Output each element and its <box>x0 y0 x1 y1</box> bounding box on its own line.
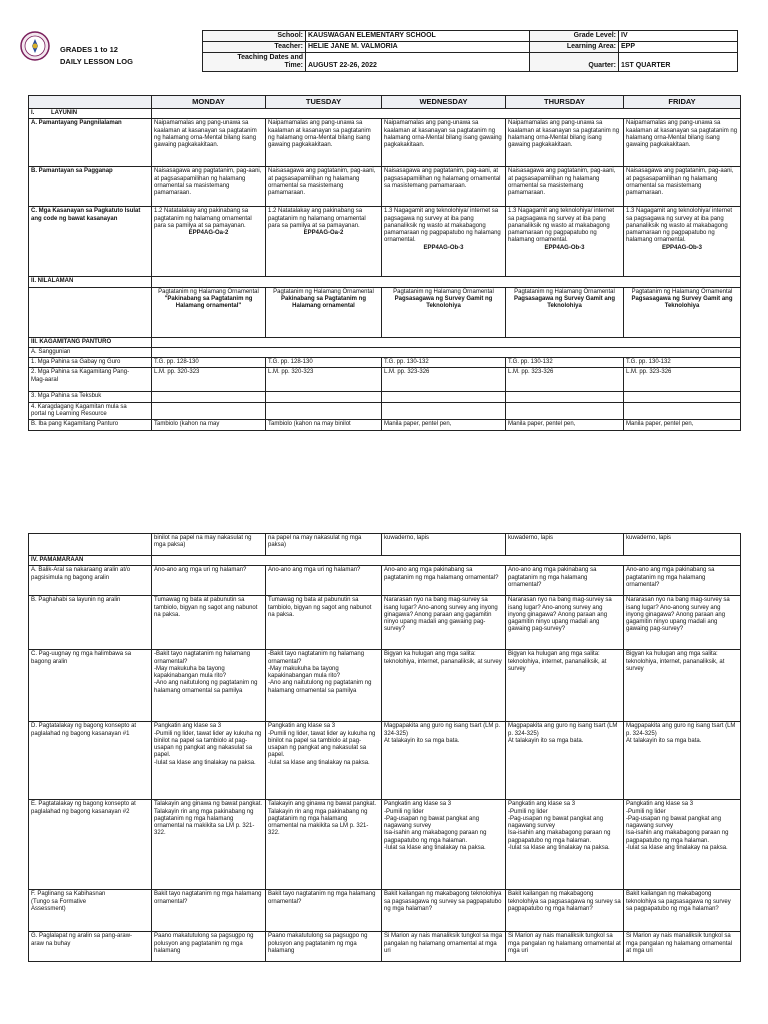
lesson-table-page1 <box>28 95 741 431</box>
cell-pa-fri: Ano-ano ang mga pakinabang sa pagtatanim ng mga halamang ornamental? <box>624 566 741 596</box>
c-wed-code: EPP4AG-Ob-3 <box>423 244 464 251</box>
cell-r2-wed: L.M. pp. 323-326 <box>382 368 506 392</box>
n-wed-topic: Pagtatanim ng Halamang Ornamental <box>393 288 494 295</box>
dates-label: Teaching Dates and Time: <box>203 53 306 72</box>
c-fri-code: EPP4AG-Ob-3 <box>661 244 702 251</box>
cell-cont-fri: kuwaderno, lapis <box>624 534 741 556</box>
cell-n-tue <box>266 287 382 337</box>
cell-pg-mon: Paano makatutulong sa pagsugpo ng polusyon ang pagtatanim ng mga halamang <box>152 932 266 962</box>
cell-cont-mon: binilot na papel na may nakasulat ng mga paksa) <box>152 534 266 556</box>
cell-r3-fri <box>624 392 741 402</box>
cell-r1-mon: T.G. pp. 128-130 <box>152 358 266 368</box>
day-monday: MONDAY <box>152 96 266 109</box>
cell-pb-mon: Tumawag ng bata at pabunutin sa tambiolo, bigyan ng sagot ang nabunot na paksa. <box>152 596 266 650</box>
cell-pg-wed: Si Marion ay nais manaliksik tungkol sa mga pangalan ng halamang ornamental at mga uri <box>382 932 506 962</box>
cell-pc-fri: Bigyan ka hulugan ang mga salita: teknolohiya, internet, pananaliksik, at survey <box>624 650 741 722</box>
c-thu-text: 1.3 Nagagamit ang teknolohiya/ internet sa pagsagawa ng survey at iba pang pananaliksik ng wasto at makabagong pamamaraan ng pagpapatubo ng halamang ornamental. <box>508 208 615 244</box>
section-pamamaraan: IV. PAMAMARAAN <box>29 556 152 566</box>
cell-pa-wed: Ano-ano ang mga pakinabang sa pagtatanim ng mga halamang ornamental? <box>382 566 506 596</box>
doc-title-line1: GRADES 1 to 12 <box>60 45 118 54</box>
area-label: Learning Area: <box>530 42 619 53</box>
cell-pb-tue: Tumawag ng bata at pabunutin sa tambiolo, bigyan ng sagot ang nabunot na paksa. <box>266 596 382 650</box>
cell-pe-tue: Talakayin ang ginawa ng bawat pangkat. Talakayin rin ang mga pakinabang ng pagtatanim ng mga halamang ornamental na makikita sa LM p. 321-322. <box>266 800 382 890</box>
cell-a-wed: Naipamamalas ang pang-unawa sa kaalaman at kasanayan sa pagtatanim ng halamang orna-Mental bilang isang gawaing pagkakakitaan. <box>382 119 506 167</box>
cell-pe-thu: Pangkatin ang klase sa 3 -Pumili ng lider -Pag-usapan ng bawat pangkat ang nagawang survey Isa-isahin ang makabagong paraan ng pagpapatubo ng mga halaman. -Iulat sa klase ang tinalakay na paksa. <box>506 800 624 890</box>
cell-a-thu: Naipamamalas ang pang-unawa sa kaalaman at kasanayan sa pagtatanim ng halamang orna-Mental bilang isang gawaing pagkakakitaan. <box>506 119 624 167</box>
c-wed-text: 1.3 Nagagamit ang teknolohiya/ internet sa pagsagawa ng survey at iba pang pananaliksik ng wasto at makabagong pamamaraan ng pagpapatubo ng halamang ornamental. <box>384 208 501 244</box>
row-label-pagtatalakay-1: D. Pagtatalakay ng bagong konsepto at paglalahad ng bagong kasanayan #1 <box>29 722 152 800</box>
cell-r3-thu <box>506 392 624 402</box>
cell-c-thu <box>506 207 624 277</box>
cell-n-thu <box>506 287 624 337</box>
section-layunin: I. LAYUNIN <box>29 109 152 119</box>
cell-r1-fri: T.G. pp. 130-132 <box>624 358 741 368</box>
cell-a-mon: Naipamamalas ang pang-unawa sa kaalaman at kasanayan sa pagtatanim ng halamang orna-Mental bilang isang gawaing pagkakakitaan. <box>152 119 266 167</box>
nilalaman-empty <box>152 277 741 287</box>
cell-r5-fri: Manila paper, pentel pen, <box>624 420 741 430</box>
cell-n-mon <box>152 287 266 337</box>
n-fri-sub: Pagsasagawa ng Survey Gamit ang Teknolohiya <box>631 295 733 310</box>
pamamaraan-empty <box>152 556 741 566</box>
n-thu-topic: Pagtatanim ng Halamang Ornamental <box>514 288 615 295</box>
cell-pd-mon: Pangkatin ang klase sa 3 -Pumili ng lider, tawat lider ay kukuha ng binilot na papel sa tambiolo at pag-usapan ng pangkat ang nakasulat sa papel. -Iulat sa klase ang tinalakay na paksa. <box>152 722 266 800</box>
c-thu-code: EPP4AG-Ob-3 <box>544 244 585 251</box>
cell-pe-wed: Pangkatin ang klase sa 3 -Pumili ng lider -Pag-usapan ng bawat pangkat ang nagawang survey Isa-isahin ang makabagong paraan ng pagpapatubo ng mga halaman. -Iulat sa klase ang tinalakay na paksa. <box>382 800 506 890</box>
cell-r5-mon: Tambiolo (kahon na may <box>152 420 266 430</box>
cell-b-tue: Naisasagawa ang pagtatanim, pag-aani, at pagsasapamilihan ng halamang ornamental sa masistemang pamamaraan. <box>266 167 382 207</box>
kagamitan-empty <box>152 337 741 347</box>
day-tuesday: TUESDAY <box>266 96 382 109</box>
n-fri-topic: Pagtatanim ng Halamang Ornamental <box>631 288 733 295</box>
c-mon-code: EPP4AG-Oa-2 <box>188 230 229 237</box>
nilalaman-label-empty <box>29 287 152 337</box>
cell-r1-wed: T.G. pp. 130-132 <box>382 358 506 368</box>
cell-pf-mon: Bakit tayo nagtatanim ng mga halamang ornamental? <box>152 890 266 932</box>
header-table <box>202 30 738 72</box>
grade-label: Grade Level: <box>530 31 619 42</box>
cell-a-fri: Naipamamalas ang pang-unawa sa kaalaman at kasanayan sa pagtatanim ng halamang orna-Mental bilang isang gawaing pagkakakitaan. <box>624 119 741 167</box>
row-label-pangnilalaman: A. Pamantayang Pangnilalaman <box>29 119 152 167</box>
cell-pe-fri: Pangkatin ang klase sa 3 -Pumili ng lider -Pag-usapan ng bawat pangkat ang nagawang survey Isa-isahin ang makabagong paraan ng pagpapatubo ng mga halaman. -Iulat sa klase ang tinalakay na paksa. <box>624 800 741 890</box>
cell-cont-wed: kuwaderno, lapis <box>382 534 506 556</box>
cell-pd-wed: Magpapakita ang guro ng isang tsart (LM p. 324-325) At talakayin ito sa mga bata. <box>382 722 506 800</box>
cell-c-mon <box>152 207 266 277</box>
area-value: EPP <box>619 42 738 53</box>
cell-r4-thu <box>506 402 624 420</box>
quarter-label: Quarter: <box>530 53 619 72</box>
cell-pg-thu: Si Marion ay nais manaliksik tungkol sa mga pangalan ng halamang ornamental at mga uri <box>506 932 624 962</box>
n-tue-sub: Pakinabang sa Pagtatanim ng Halamang ornamental <box>280 295 367 310</box>
grade-value: IV <box>619 31 738 42</box>
c-tue-text: 1.2 Natatalakay ang pakinabang sa pagtatanim ng halamang ornamental para sa pamilya at sa pamayanan. <box>268 208 366 229</box>
cell-b-fri: Naisasagawa ang pagtatanim, pag-aani, at pagsasapamilihan ng halamang ornamental sa masistemang pamamaraan. <box>624 167 741 207</box>
cell-pf-thu: Bakit kailangan ng makabagong teknolohiya sa pagsasagawa ng survey sa pagpapatubo ng mga halaman? <box>506 890 624 932</box>
cell-pf-tue: Bakit tayo nagtatanim ng mga halamang ornamental? <box>266 890 382 932</box>
cell-pd-fri: Magpapakita ang guro ng isang tsart (LM p. 324-325) At talakayin ito sa mga bata. <box>624 722 741 800</box>
row-label-gabay: 1. Mga Pahina sa Gabay ng Guro <box>29 358 152 368</box>
cell-pb-thu: Nararasan nyo na bang mag-survey sa isang lugar? Ano-anong survey ang inyong ginagawa? Anong paraan ang gagamitin ninyo upang madali ang gawaing pag-survey? <box>506 596 624 650</box>
cell-pb-wed: Nararasan nyo na bang mag-survey sa isang lugar? Ano-anong survey ang inyong ginagawa? Anong paraan ang gagamitin ninyo upang madali ang gawaing pag-survey? <box>382 596 506 650</box>
day-thursday: THURSDAY <box>506 96 624 109</box>
cell-r3-mon <box>152 392 266 402</box>
cell-r2-tue: L.M. pp. 320-323 <box>266 368 382 392</box>
row-label-paglinang: F. Paglinang sa Kabihasnan (Tungo sa Formative Assessment) <box>29 890 152 932</box>
doc-title <box>60 44 133 68</box>
n-thu-sub: Pagsasagawa ng Survey Gamit ang Teknolohiya <box>513 295 616 310</box>
cell-r5-tue: Tambiolo (kahon na may binilot <box>266 420 382 430</box>
day-wednesday: WEDNESDAY <box>382 96 506 109</box>
c-mon-text: 1.2 Natatalakay ang pakinabang sa pagtatanim ng halamang ornamental para sa pamilya at sa pamayanan. <box>154 208 252 229</box>
cell-pa-mon: Ano-ano ang mga uri ng halaman? <box>152 566 266 596</box>
row-label-sanggunian: A. Sanggunian <box>29 347 152 357</box>
cell-r4-wed <box>382 402 506 420</box>
cell-n-wed <box>382 287 506 337</box>
cell-r3-tue <box>266 392 382 402</box>
cell-n-fri <box>624 287 741 337</box>
cell-pg-fri: Si Marion ay nais manaliksik tungkol sa mga pangalan ng halamang ornamental at mga uri <box>624 932 741 962</box>
teacher-label: Teacher: <box>203 42 306 53</box>
row-label-teksbuk: 3. Mga Pahina sa Teksbuk <box>29 392 152 402</box>
row-label-paghahabi: B. Paghahabi sa layunin ng aralin <box>29 596 152 650</box>
cell-b-mon: Naisasagawa ang pagtatanim, pag-aani, at pagsasapamilihan ng halamang ornamental sa masistemang pamamaraan. <box>152 167 266 207</box>
section-kagamitan: III. KAGAMITANG PANTURO <box>29 337 152 347</box>
cell-r1-thu: T.G. pp. 130-132 <box>506 358 624 368</box>
row-label-learning-resource: 4. Karagdagang Kagamitan mula sa portal ng Learning Resource <box>29 402 152 420</box>
school-label: School: <box>203 31 306 42</box>
section-nilalaman: II. NILALAMAN <box>29 277 152 287</box>
deped-seal-icon <box>20 31 50 61</box>
n-wed-sub: Pagsasagawa ng Survey Gamit ng Teknolohiya <box>394 295 493 310</box>
n-tue-topic: Pagtatanim ng Halamang Ornamental <box>273 288 374 295</box>
cell-pc-mon: -Bakit tayo nagtatanim ng halamang ornamental? -May makukuha ba tayong kapakinabangan mula rito? -Ano ang naitutulong ng pagtatanim ng halamang ornamental sa pamilya <box>152 650 266 722</box>
c-fri-text: 1.3 Nagagamit ang teknolohiya/ internet sa pagsagawa ng survey at iba pang pananaliksik ng wasto at makabagong pamamaraan ng pagpapatubo ng halamang ornamental. <box>626 208 733 244</box>
c-tue-code: EPP4AG-Oa-2 <box>303 230 344 237</box>
cell-pe-mon: Talakayin ang ginawa ng bawat pangkat. Talakayin rin ang mga pakinabang ng pagtatanim ng mga halamang ornamental na makikita sa LM p. 321-322. <box>152 800 266 890</box>
cell-pb-fri: Nararasan nyo na bang mag-survey sa isang lugar? Ano-anong survey ang inyong ginagawa? Anong paraan ang gagamitin ninyo upang madali ang gawaing pag-survey? <box>624 596 741 650</box>
cell-c-wed <box>382 207 506 277</box>
doc-title-line2: DAILY LESSON LOG <box>60 57 133 66</box>
cell-r5-thu: Manila paper, pentel pen, <box>506 420 624 430</box>
row-label-mag-aaral: 2. Mga Pahina sa Kagamitang Pang- Mag-aaral <box>29 368 152 392</box>
row-label-kasanayan: C. Mga Kasanayan sa Pagkatuto Isulat ang code ng bawat kasanayan <box>29 207 152 277</box>
row-label-pagganap: B. Pamantayan sa Pagganap <box>29 167 152 207</box>
cell-r3-wed <box>382 392 506 402</box>
row-label-pag-uugnay: C. Pag-uugnay ng mga halimbawa sa bagong aralin <box>29 650 152 722</box>
quarter-value: 1ST QUARTER <box>619 53 738 72</box>
cell-pf-wed: Bakit kailangan ng makabagong teknolohiya sa pagsasagawa ng survey sa pagpapatubo ng mga halaman? <box>382 890 506 932</box>
cell-r5-wed: Manila paper, pentel pen, <box>382 420 506 430</box>
cell-a-tue: Naipamamalas ang pang-unawa sa kaalaman at kasanayan sa pagtatanim ng halamang orna-Mental bilang isang gawaing pagkakakitaan. <box>266 119 382 167</box>
n-mon-topic: Pagtatanim ng Halamang Ornamental <box>158 288 259 295</box>
cell-cont-thu: kuwaderno, lapis <box>506 534 624 556</box>
row-label-balik-aral: A. Balik-Aral sa nakaraang aralin at/o pagsisimula ng bagong aralin <box>29 566 152 596</box>
row-label-pagtatalakay-2: E. Pagtatalakay ng bagong konsepto at paglalahad ng bagong kasanayan #2 <box>29 800 152 890</box>
cell-r2-fri: L.M. pp. 323-326 <box>624 368 741 392</box>
lesson-table-page2 <box>28 533 741 962</box>
cell-r2-mon: L.M. pp. 320-323 <box>152 368 266 392</box>
cell-pa-tue: Ano-ano ang mga uri ng halaman? <box>266 566 382 596</box>
layunin-empty <box>152 109 741 119</box>
cell-pc-tue: -Bakit tayo nagtatanim ng halamang ornamental? -May makukuha ba tayong kapakinabangan mula rito? -Ano ang naitutulong ng pagtatanim ng halamang ornamental sa pamilya <box>266 650 382 722</box>
cell-pc-thu: Bigyan ka hulugan ang mga salita: teknolohiya, internet, pananaliksik, at survey <box>506 650 624 722</box>
cell-pc-wed: Bigyan ka hulugan ang mga salita: teknolohiya, internet, pananaliksik, at survey <box>382 650 506 722</box>
sanggunian-empty <box>152 347 741 357</box>
cell-pg-tue: Paano makatutulong sa pagsugpo ng polusyon ang pagtatanim ng mga halamang <box>266 932 382 962</box>
cell-r4-mon <box>152 402 266 420</box>
cell-pd-thu: Magpapakita ang guro ng isang tsart (LM p. 324-325) At talakayin ito sa mga bata. <box>506 722 624 800</box>
cell-r4-tue <box>266 402 382 420</box>
corner-cell <box>29 96 152 109</box>
cell-c-fri <box>624 207 741 277</box>
cell-cont-tue: na papel na may nakasulat ng mga paksa) <box>266 534 382 556</box>
cell-pf-fri: Bakit kailangan ng makabagong teknolohiya sa pagsasagawa ng survey sa pagpapatubo ng mga halaman? <box>624 890 741 932</box>
school-value: KAUSWAGAN ELEMENTARY SCHOOL <box>306 31 530 42</box>
row-label-iba-pang: B. Iba pang Kagamitang Panturo <box>29 420 152 430</box>
day-friday: FRIDAY <box>624 96 741 109</box>
cell-pa-thu: Ano-ano ang mga pakinabang sa pagtatanim ng mga halamang ornamental? <box>506 566 624 596</box>
cell-r2-thu: L.M. pp. 323-326 <box>506 368 624 392</box>
cell-pd-tue: Pangkatin ang klase sa 3 -Pumili ng lider, tawat lider ay kukuha ng binilot na papel sa tambiolo at pag-usapan ng pangkat ang nakasulat sa papel. -Iulat sa klase ang tinalakay na paksa. <box>266 722 382 800</box>
cell-c-tue <box>266 207 382 277</box>
cell-b-thu: Naisasagawa ang pagtatanim, pag-aani, at pagsasapamilihan ng halamang ornamental sa masistemang pamamaraan. <box>506 167 624 207</box>
teacher-value: HELIE JANE M. VALMORIA <box>306 42 530 53</box>
cell-r1-tue: T.G. pp. 128-130 <box>266 358 382 368</box>
cont-label-empty <box>29 534 152 556</box>
cell-b-wed: Naisasagawa ang pagtatanim, pag-aani, at pagsasapamilihan ng halamang ornamental sa masistemang pamamaraan. <box>382 167 506 207</box>
n-mon-sub: "Pakinabang sa Pagtatanim ng Halamang ornamental" <box>164 295 253 310</box>
cell-r4-fri <box>624 402 741 420</box>
dates-value: AUGUST 22-26, 2022 <box>306 53 530 72</box>
row-label-paglalapat: G. Paglalapat ng aralin sa pang-araw- araw na buhay <box>29 932 152 962</box>
